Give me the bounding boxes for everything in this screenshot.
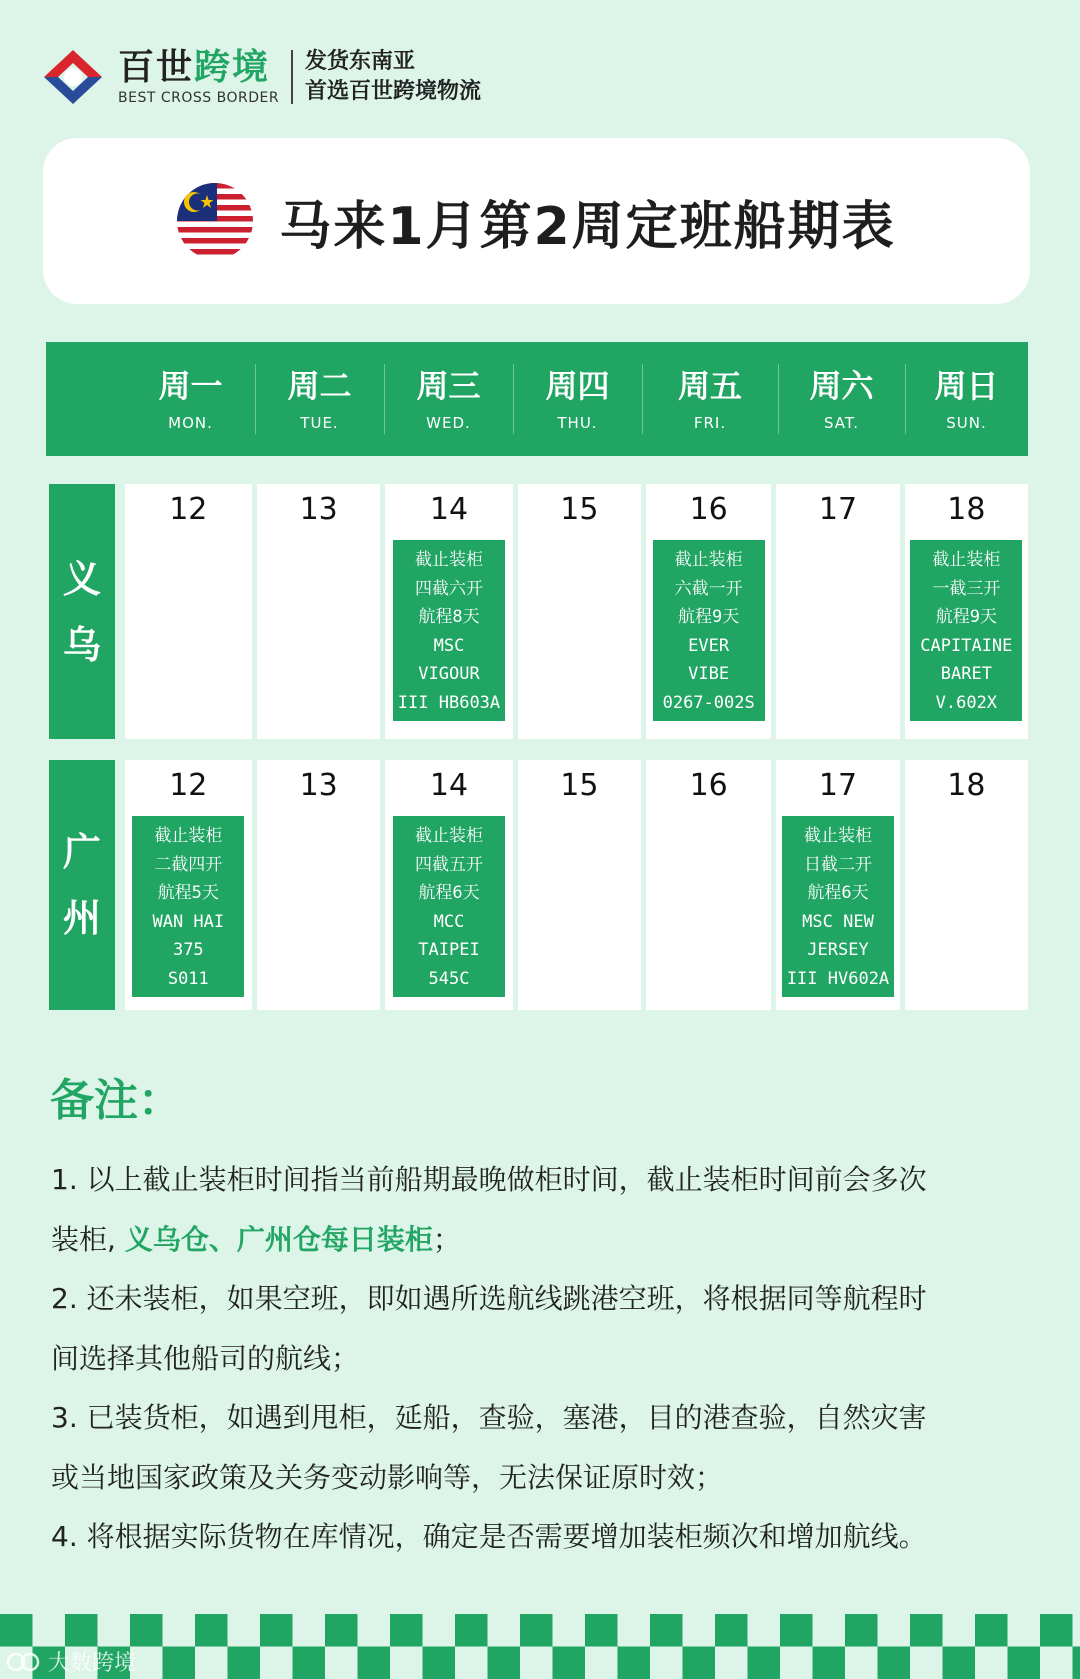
note-line — [51, 1210, 1011, 1270]
brand-divider — [291, 50, 293, 104]
checker-square — [553, 1647, 586, 1679]
day-number: 18 — [947, 492, 986, 527]
sailing-line: III HV602A — [786, 968, 890, 989]
note-line: 2. 还未装柜，如果空班，即如遇所选航线跳港空班，将根据同等航程时 — [51, 1282, 927, 1315]
checker-square — [748, 1647, 781, 1679]
best-logo-icon — [40, 46, 106, 108]
sailing-line: V.602X — [935, 692, 998, 713]
day-number: 13 — [299, 492, 338, 527]
day-cell — [776, 760, 899, 1010]
sailing-block — [653, 540, 765, 721]
weekday-en: SUN. — [946, 414, 987, 432]
day-cell — [385, 484, 512, 739]
sailing-line: 日截二开 — [804, 854, 872, 875]
sailing-line: 截止装柜 — [932, 550, 1001, 570]
day-number: 16 — [689, 492, 728, 527]
weekday-thu — [513, 342, 642, 456]
day-cell — [257, 484, 380, 739]
weekday-cn: 周二 — [287, 367, 352, 405]
day-cell — [905, 760, 1028, 1010]
day-cell — [518, 760, 641, 1010]
checker-square — [358, 1647, 391, 1679]
note-line: 3. 已装货柜，如遇到甩柜，延船，查验，塞港，目的港查验，自然灾害 — [51, 1401, 927, 1434]
weekday-separator — [642, 364, 643, 434]
day-number: 14 — [429, 768, 469, 803]
checker-square — [683, 1647, 716, 1679]
sailing-line: 四截六开 — [414, 578, 483, 599]
weekday-separator — [255, 364, 256, 434]
sailing-line: WAN HAI — [152, 911, 225, 932]
city-char: 义 — [62, 556, 101, 601]
note-text: ； — [432, 1222, 461, 1256]
watermark — [6, 1646, 136, 1677]
sailing-line: MSC NEW — [802, 911, 874, 932]
sailing-line: 航程9天 — [678, 607, 740, 627]
note-line: 1. 以上截止装柜时间指当前船期最晚做柜时间，截止装柜时间前会多次 — [51, 1163, 927, 1196]
page-title: 马来1月第2周定班船期表 — [279, 196, 896, 257]
checker-square — [163, 1647, 196, 1679]
weekday-en: THU. — [557, 414, 598, 432]
sailing-line: 四截五开 — [414, 854, 483, 875]
weekday-tue — [255, 342, 384, 456]
checker-square — [975, 1614, 1008, 1647]
weekday-cn: 周六 — [809, 367, 874, 405]
day-cell — [257, 760, 380, 1010]
sailing-line: CAPITAINE — [920, 635, 1013, 656]
checker-square — [943, 1647, 976, 1679]
sailing-line: 航程6天 — [418, 883, 480, 903]
checker-square — [520, 1614, 553, 1647]
day-number: 16 — [689, 768, 728, 803]
note-highlight: 义乌仓、广州仓每日装柜 — [124, 1222, 433, 1256]
sailing-line: 航程6天 — [807, 883, 869, 903]
weekday-cn: 周三 — [416, 367, 481, 405]
sailing-line: III HB603A — [397, 692, 501, 713]
checker-square — [228, 1647, 261, 1679]
checker-square — [618, 1647, 651, 1679]
malaysia-flag-icon — [177, 183, 253, 259]
checker-square — [715, 1614, 748, 1647]
checker-square — [845, 1614, 878, 1647]
sailing-line: 截止装柜 — [804, 826, 872, 846]
checker-square — [65, 1614, 98, 1647]
sailing-line: 航程9天 — [935, 607, 997, 627]
weekday-cn: 周四 — [545, 367, 610, 405]
checker-square — [325, 1614, 358, 1647]
sailing-line: 截止装柜 — [674, 550, 743, 570]
notes-body — [51, 1150, 1011, 1567]
schedule-row-yiwu — [49, 484, 1028, 739]
day-number: 15 — [560, 492, 599, 527]
day-cell — [776, 484, 899, 739]
city-label-guangzhou — [49, 760, 115, 1010]
checker-square — [423, 1647, 456, 1679]
checker-square — [1040, 1614, 1073, 1647]
sailing-line: 545C — [428, 968, 470, 989]
day-cell — [646, 760, 771, 1010]
weekday-en: TUE. — [300, 414, 339, 432]
weekday-separator — [778, 364, 779, 434]
title-card — [43, 138, 1030, 304]
checker-square — [1073, 1647, 1080, 1679]
weekday-en: SAT. — [823, 414, 860, 432]
day-number: 17 — [818, 492, 858, 527]
weekday-separator — [905, 364, 906, 434]
weekday-wed — [384, 342, 513, 456]
day-cell — [385, 760, 512, 1010]
day-number: 17 — [818, 768, 858, 803]
day-number: 14 — [429, 492, 469, 527]
checker-square — [585, 1614, 618, 1647]
note-text: 装柜, — [51, 1222, 125, 1256]
weekday-en: WED. — [426, 414, 471, 432]
sailing-line: VIGOUR — [418, 664, 480, 684]
checker-square — [0, 1614, 33, 1647]
checker-square — [455, 1614, 488, 1647]
sailing-line: 航程5天 — [157, 883, 219, 903]
city-char: 乌 — [62, 622, 101, 667]
checker-square — [260, 1614, 293, 1647]
sailing-line: BARET — [940, 664, 992, 684]
watermark-text: 大数跨境 — [48, 1651, 137, 1676]
sailing-line: 一截三开 — [932, 578, 1001, 599]
day-number: 15 — [560, 768, 599, 803]
checker-square — [1008, 1647, 1041, 1679]
sailing-line: JERSEY — [807, 940, 869, 960]
checker-square — [130, 1614, 163, 1647]
weekday-en: MON. — [168, 414, 213, 432]
brand-text — [118, 48, 279, 106]
sailing-line: 六截一开 — [674, 578, 743, 599]
weekday-mon — [126, 342, 255, 456]
weekday-separator — [513, 364, 514, 434]
weekday-cn: 周五 — [677, 367, 742, 405]
weekday-en: FRI. — [693, 414, 727, 432]
sailing-line: 航程8天 — [418, 607, 480, 627]
city-char: 广 — [62, 830, 101, 874]
weekday-cn: 周一 — [158, 367, 223, 405]
schedule-row-guangzhou — [49, 760, 1028, 1010]
checker-square — [195, 1614, 228, 1647]
weekday-header — [46, 342, 1028, 456]
day-number: 12 — [169, 768, 208, 803]
day-cell — [518, 484, 641, 739]
note-line: 4. 将根据实际货物在库情况，确定是否需要增加装柜频次和增加航线。 — [51, 1520, 927, 1553]
city-char: 州 — [62, 896, 101, 940]
checker-square — [390, 1614, 423, 1647]
weekday-sat — [778, 342, 905, 456]
sailing-line: 375 — [172, 940, 204, 960]
sailing-block — [782, 816, 894, 997]
checker-square — [813, 1647, 846, 1679]
sailing-line: MCC — [433, 911, 465, 932]
day-number: 18 — [947, 768, 986, 803]
sailing-line: S011 — [167, 968, 209, 989]
weekday-cn: 周日 — [934, 367, 999, 405]
sailing-line: EVER — [688, 635, 730, 656]
brand-name-part2: 跨境 — [194, 47, 271, 88]
sailing-block — [393, 816, 505, 997]
sailing-block — [393, 540, 505, 721]
weekday-fri — [642, 342, 778, 456]
day-cell — [125, 484, 252, 739]
sailing-line: 0267-002S — [662, 692, 755, 713]
sailing-line: 截止装柜 — [154, 826, 223, 846]
brand-header — [40, 42, 481, 112]
day-number: 12 — [169, 492, 208, 527]
weekday-separator — [384, 364, 385, 434]
brand-slogan — [305, 47, 481, 107]
slogan-line-2: 首选百世跨境物流 — [305, 79, 482, 104]
checker-square — [780, 1614, 813, 1647]
slogan-line-1: 发货东南亚 — [305, 49, 416, 74]
weekday-header-spacer — [46, 342, 126, 456]
sailing-block — [132, 816, 244, 997]
checker-square — [293, 1647, 326, 1679]
checkered-footer — [0, 1614, 1080, 1679]
checker-square — [910, 1614, 943, 1647]
city-label-yiwu — [49, 484, 115, 739]
weekday-sun — [905, 342, 1028, 456]
sailing-line: MSC — [433, 635, 465, 656]
sailing-line: 截止装柜 — [414, 550, 483, 570]
sailing-line: VIBE — [688, 664, 730, 684]
brand-name-part1: 百世 — [118, 47, 195, 88]
checker-square — [488, 1647, 521, 1679]
sailing-line: TAIPEI — [418, 940, 480, 960]
sailing-line: 二截四开 — [154, 854, 223, 875]
checker-square — [650, 1614, 683, 1647]
note-line: 或当地国家政策及关务变动影响等，无法保证原时效； — [51, 1460, 724, 1494]
checker-square — [878, 1647, 911, 1679]
brand-name-en: BEST CROSS BORDER — [118, 90, 280, 106]
sailing-block — [910, 540, 1022, 721]
day-number: 13 — [299, 768, 338, 803]
note-line: 间选择其他船司的航线； — [51, 1341, 360, 1375]
notes-heading: 备注： — [50, 1075, 182, 1126]
brand-name — [118, 48, 279, 88]
watermark-logo-icon — [6, 1649, 42, 1675]
sailing-line: 截止装柜 — [414, 826, 483, 846]
day-cell — [646, 484, 771, 739]
day-cell — [905, 484, 1028, 739]
day-cell — [125, 760, 252, 1010]
